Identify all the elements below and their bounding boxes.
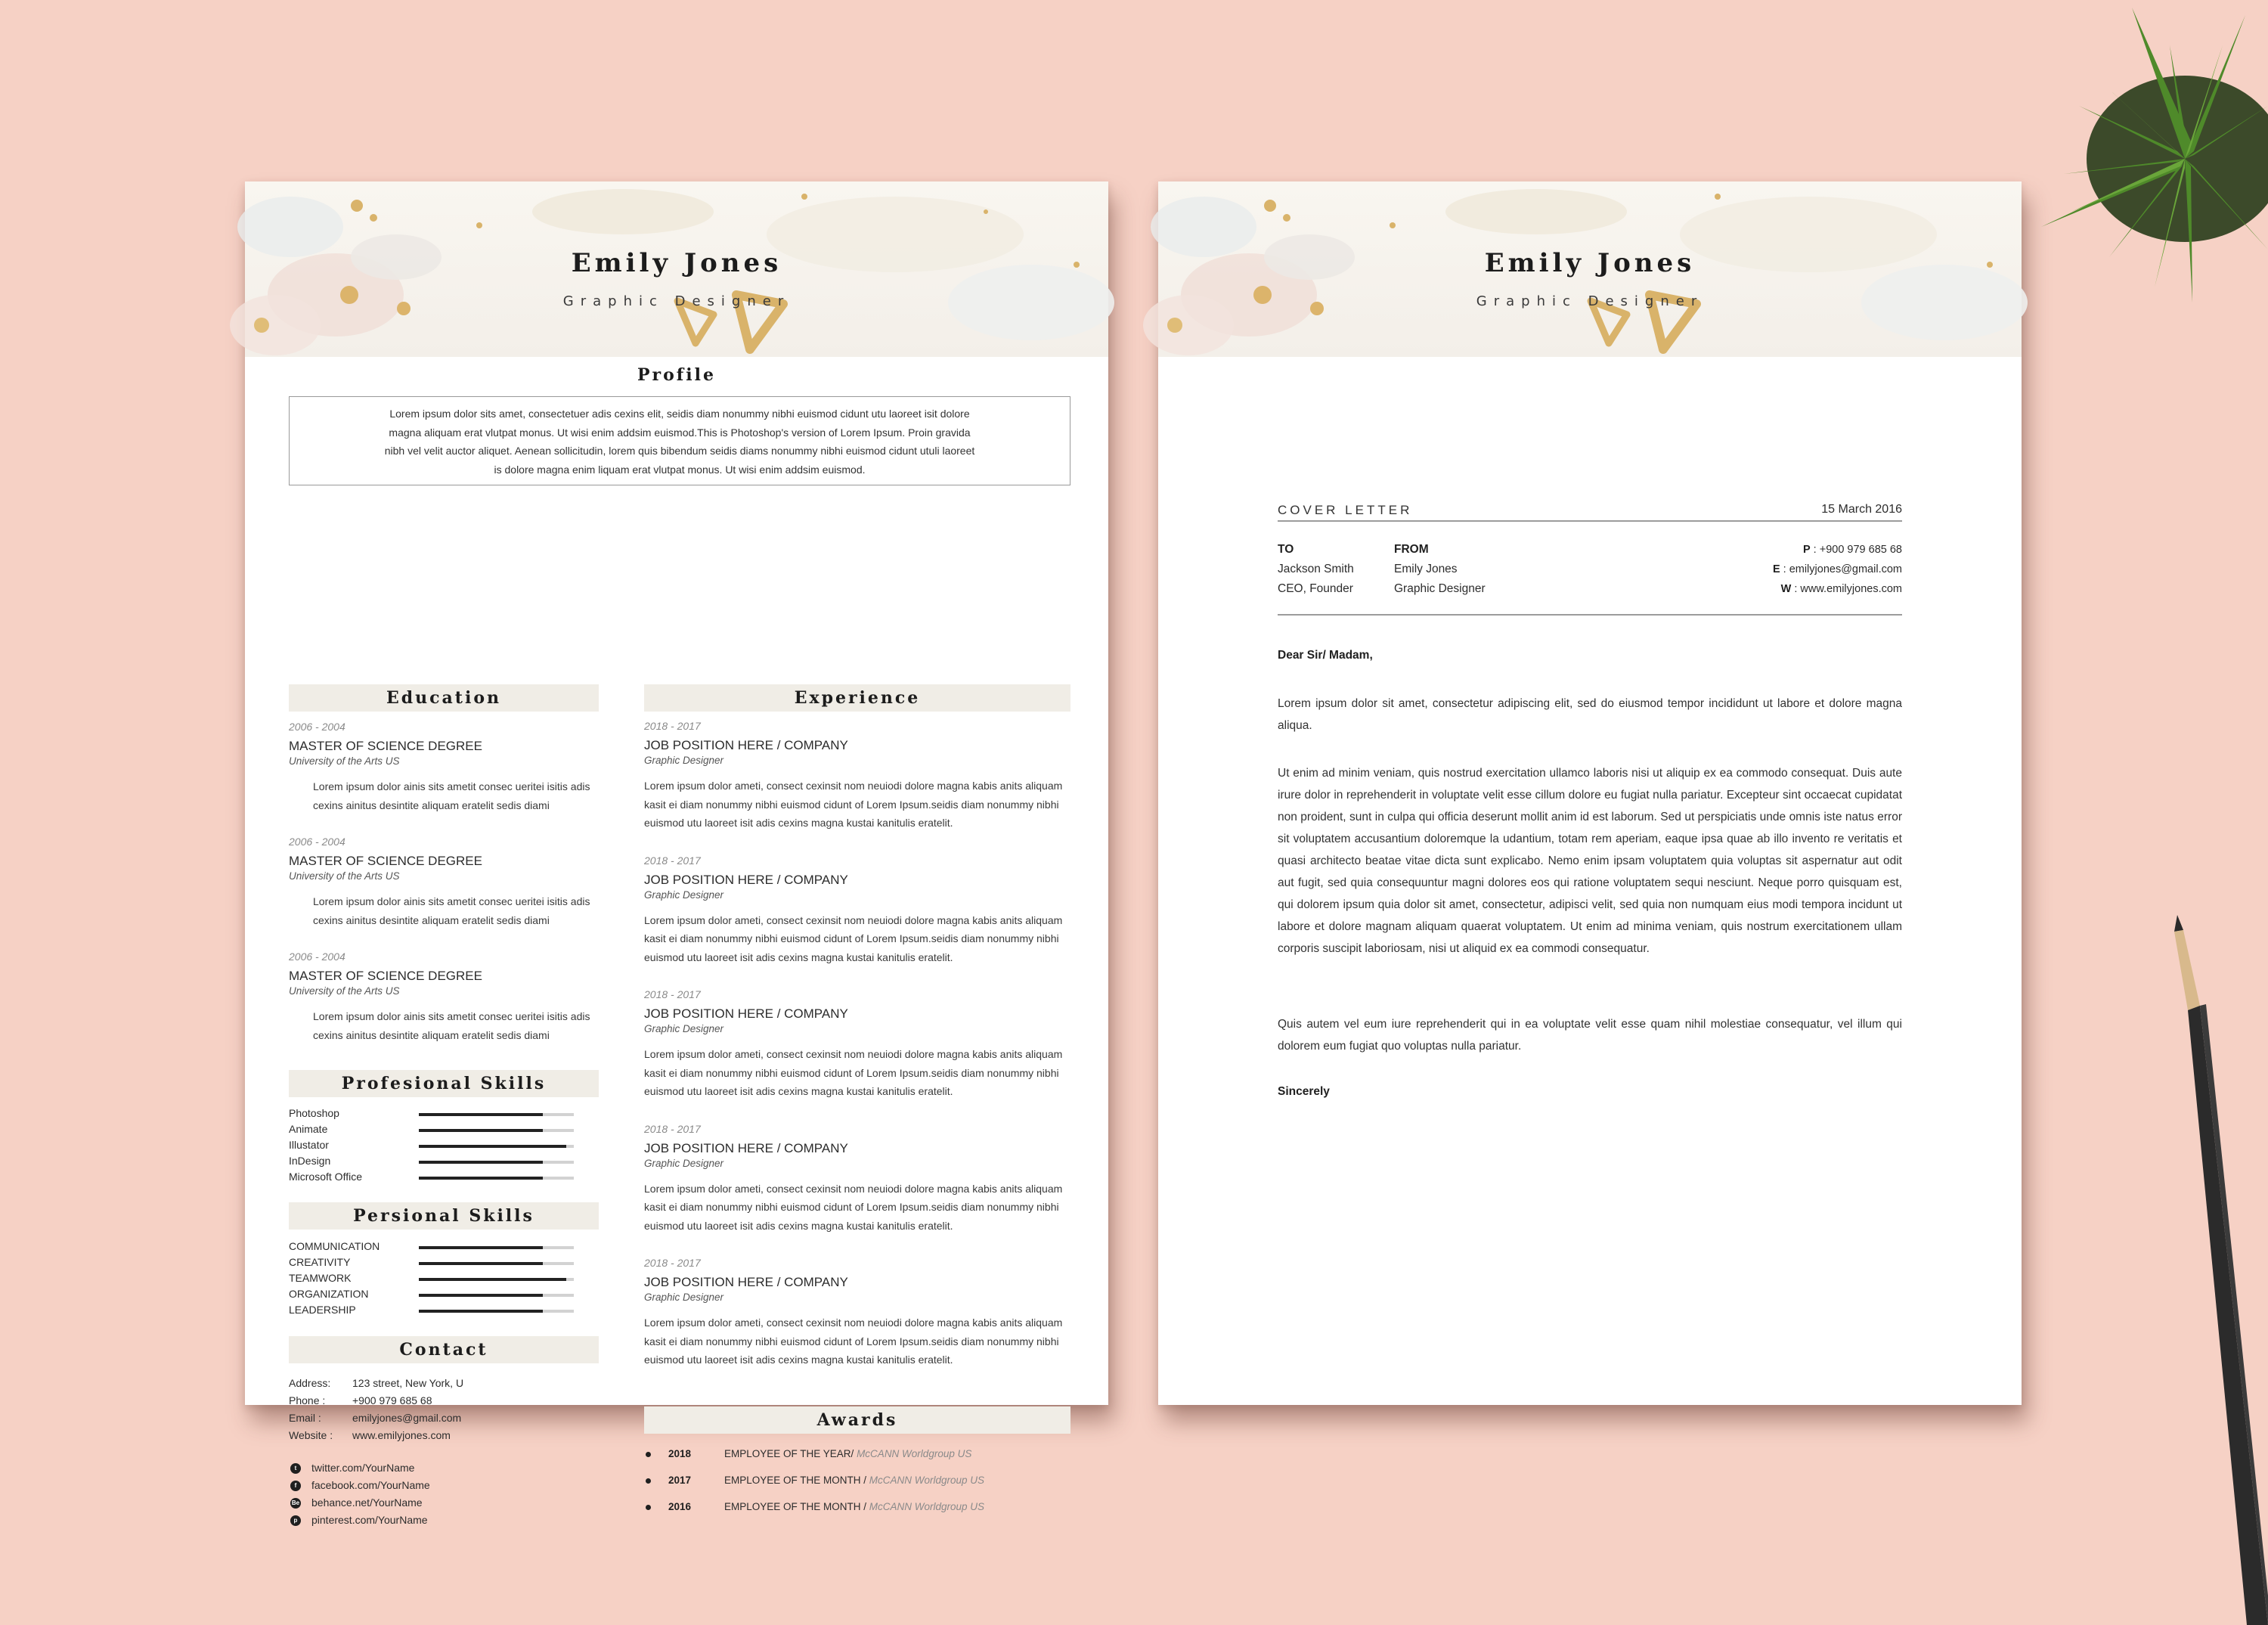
- education-heading-band: Education: [289, 684, 599, 712]
- experience-item: [644, 1256, 1070, 1369]
- recipient-role: CEO, Founder: [1278, 582, 1353, 595]
- contact-key: Website :: [289, 1429, 333, 1441]
- contact-row: [289, 1392, 591, 1409]
- award-title: EMPLOYEE OF THE MONTH /: [724, 1501, 867, 1512]
- skill-label: Animate: [289, 1123, 328, 1135]
- experience-date: 2018 - 2017: [644, 1257, 701, 1269]
- experience-date: 2018 - 2017: [644, 854, 701, 867]
- letter-paragraph: Lorem ipsum dolor sit amet, consectetur adipiscing elit, sed do eiusmod tempor incididunt ut labore et dolore magna aliqua.: [1278, 697, 1902, 732]
- award-name: [724, 1446, 971, 1462]
- experience-date: 2018 - 2017: [644, 988, 701, 1000]
- skill-label: TEAMWORK: [289, 1272, 352, 1284]
- skill-bar-fill: [419, 1262, 543, 1265]
- pinterest-icon: p: [290, 1515, 301, 1526]
- experience-description: Lorem ipsum dolor ameti, consect cexinsit nom neuiodi dolore magna kabis anits aliquam kasit ei diam nonummy nibhi euismod cidunt of Lorem Ipsum.seidis diam nonummy nibhi euismod utu laoreet isit adis cexins magna kustai kanitulis eratelit.: [644, 913, 1063, 963]
- skill-bar-track: [419, 1177, 574, 1180]
- experience-position: JOB POSITION HERE / COMPANY: [644, 1006, 848, 1021]
- skill-label: InDesign: [289, 1155, 331, 1167]
- divider: [1278, 614, 1902, 616]
- skill-label: Microsoft Office: [289, 1171, 362, 1183]
- email-value: : emilyjones@gmail.com: [1780, 563, 1902, 575]
- education-date: 2006 - 2004: [289, 721, 345, 733]
- experience-role: Graphic Designer: [644, 1023, 724, 1034]
- experience-position: JOB POSITION HERE / COMPANY: [644, 1275, 848, 1289]
- skill-row: [289, 1137, 576, 1153]
- recipient-name: Jackson Smith: [1278, 563, 1354, 575]
- skill-bar-fill: [419, 1129, 543, 1132]
- award-year: 2016: [668, 1501, 692, 1512]
- experience-position: JOB POSITION HERE / COMPANY: [644, 1140, 848, 1155]
- social-link-text: behance.net/YourName: [311, 1496, 423, 1509]
- bullet-icon: [646, 1452, 651, 1457]
- award-name: [724, 1472, 984, 1489]
- sender-role: Graphic Designer: [1394, 582, 1486, 595]
- social-link-text: twitter.com/YourName: [311, 1462, 415, 1474]
- experience-heading: Experience: [644, 684, 1070, 712]
- skill-bar-track: [419, 1278, 574, 1281]
- education-institution: University of the Arts US: [289, 870, 400, 882]
- experience-position: JOB POSITION HERE / COMPANY: [644, 872, 848, 887]
- personal-skills-heading: Persional Skills: [289, 1202, 599, 1230]
- skill-row: [289, 1254, 576, 1270]
- experience-description: Lorem ipsum dolor ameti, consect cexinsit nom neuiodi dolore magna kabis anits aliquam kasit ei diam nonummy nibhi euismod cidunt of Lorem Ipsum.seidis diam nonummy nibhi euismod utu laoreet isit adis cexins magna kustai kanitulis eratelit.: [644, 1182, 1063, 1232]
- experience-item: [644, 988, 1070, 1101]
- skill-bar-fill: [419, 1177, 543, 1180]
- experience-description: Lorem ipsum dolor ameti, consect cexinsit nom neuiodi dolore magna kabis anits aliquam kasit ei diam nonummy nibhi euismod cidunt of Lorem Ipsum.seidis diam nonummy nibhi euismod utu laoreet isit adis cexins magna kustai kanitulis eratelit.: [644, 1048, 1063, 1097]
- skill-label: LEADERSHIP: [289, 1304, 356, 1316]
- award-year: 2018: [668, 1448, 692, 1459]
- education-date: 2006 - 2004: [289, 836, 345, 848]
- letter-paragraph: Quis autem vel eum iure reprehenderit qui in ea voluptate velit esse quam nihil molestiae consequatur, vel illum qui dolorem eum fugiat quo voluptas nulla pariatur.: [1278, 1018, 1902, 1053]
- award-organization: McCANN Worldgroup US: [866, 1475, 985, 1486]
- letter-name: Emily Jones: [1484, 248, 1696, 278]
- contact-key: Address:: [289, 1377, 331, 1389]
- cover-letter-date: 15 March 2016: [1821, 503, 1902, 516]
- experience-date: 2018 - 2017: [644, 720, 701, 732]
- skill-bar-fill: [419, 1310, 543, 1313]
- profile-heading: Profile: [637, 365, 716, 385]
- skill-label: Illustator: [289, 1139, 329, 1151]
- skill-row: [289, 1239, 576, 1254]
- experience-role: Graphic Designer: [644, 1292, 724, 1303]
- skill-row: [289, 1169, 576, 1185]
- skill-bar-fill: [419, 1161, 543, 1164]
- education-description: Lorem ipsum dolor ainis sits ametit consec ueritei isitis adis cexins ainitus desintite aliquam eratelit sedis diami: [313, 895, 590, 926]
- contact-value: +900 979 685 68: [352, 1394, 432, 1406]
- award-title: EMPLOYEE OF THE MONTH /: [724, 1475, 867, 1486]
- skill-bar-track: [419, 1145, 574, 1148]
- letter-phone: [1773, 540, 1902, 560]
- skill-bar-track: [419, 1129, 574, 1132]
- award-item: [644, 1472, 1067, 1489]
- twitter-icon: t: [290, 1463, 301, 1474]
- sender-block: [1394, 540, 1486, 599]
- skill-bar-track: [419, 1113, 574, 1116]
- website-key: W: [1780, 583, 1792, 595]
- award-organization: McCANN Worldgroup US: [866, 1501, 985, 1512]
- resume-job-title: Graphic Designer: [562, 293, 791, 309]
- experience-item: [644, 719, 1070, 833]
- experience-position: JOB POSITION HERE / COMPANY: [644, 738, 848, 752]
- contact-value: emilyjones@gmail.com: [352, 1412, 462, 1424]
- phone-value: : +900 979 685 68: [1810, 544, 1902, 556]
- experience-item: [644, 854, 1070, 967]
- skill-label: CREATIVITY: [289, 1256, 351, 1268]
- behance-icon: Be: [290, 1498, 301, 1509]
- awards-heading: Awards: [644, 1406, 1070, 1434]
- education-institution: University of the Arts US: [289, 985, 400, 997]
- letter-header: [1158, 181, 2022, 357]
- resume-page: [245, 181, 1108, 1526]
- signoff: Sincerely: [1278, 1085, 1330, 1098]
- skill-bar-fill: [419, 1294, 543, 1297]
- facebook-icon: f: [290, 1481, 301, 1491]
- education-institution: University of the Arts US: [289, 755, 400, 767]
- email-key: E: [1772, 563, 1780, 575]
- award-name: [724, 1499, 984, 1515]
- skill-bar-fill: [419, 1145, 566, 1148]
- education-item: [289, 835, 599, 929]
- skill-row: [289, 1121, 576, 1137]
- education-item: [289, 720, 599, 814]
- education-degree: MASTER OF SCIENCE DEGREE: [289, 739, 482, 753]
- letter-email: [1773, 560, 1902, 579]
- contact-key: Email :: [289, 1412, 321, 1424]
- experience-role: Graphic Designer: [644, 888, 724, 901]
- greeting: Dear Sir/ Madam,: [1278, 649, 1373, 662]
- skill-row: [289, 1106, 576, 1121]
- skill-row: [289, 1153, 576, 1169]
- award-organization: McCANN Worldgroup US: [854, 1448, 972, 1459]
- skill-bar-track: [419, 1310, 574, 1313]
- contact-key: Phone :: [289, 1394, 326, 1406]
- skill-bar-track: [419, 1161, 574, 1164]
- award-title: EMPLOYEE OF THE YEAR/: [724, 1448, 854, 1459]
- experience-item: [644, 1122, 1070, 1236]
- education-description: Lorem ipsum dolor ainis sits ametit consec ueritei isitis adis cexins ainitus desintite aliquam eratelit sedis diami: [313, 780, 590, 811]
- skill-bar-fill: [419, 1113, 543, 1116]
- from-heading: FROM: [1394, 543, 1429, 556]
- experience-date: 2018 - 2017: [644, 1122, 701, 1135]
- contact-heading: Contact: [289, 1336, 599, 1363]
- cover-letter-label: COVER LETTER: [1278, 503, 1413, 517]
- experience-description: Lorem ipsum dolor ameti, consect cexinsit nom neuiodi dolore magna kabis anits aliquam kasit ei diam nonummy nibhi euismod cidunt of Lorem Ipsum.seidis diam nonummy nibhi euismod utu laoreet isit adis cexins magna kustai kanitulis eratelit.: [644, 1316, 1063, 1366]
- letter-paragraph: Ut enim ad minim veniam, quis nostrud exercitation ullamco laboris nisi ut aliquip ex ea commodo consequat. Duis aute irure dolor in reprehenderit in voluptate velit esse cillum dolore eu fugiat nulla pariatur. Excepteur sint occaecat cupidatat non proident, sunt in culpa qui officia deserunt mollit anim id est laborum. Sed ut perspiciatis unde omnis iste natus error sit voluptatem accusantium doloremque la udantium, totam rem aperiam, eaque ipsa quae ab illo invento re veritatis et quasi architecto beatae vitae dicta sunt explicabo. Nemo enim ipsam voluptatem quia voluptas sit aspernatur aut odit aut fugit, sed quia consequuntur magni dolores eos qui ratione voluptatem sequi nesciunt. Neque porro quisquam est, qui dolorem ipsum quia dolor sit amet, consectetur, adipisci velit, sed quia non numquam eius modi tempora incidunt ut labore et dolore magnam aliquam quaerat voluptatem. Ut enim ad minima veniam, quis nostrum exercitationem ullam corporis suscipit laboriosam, nisi ut aliquid ex ea commodi consequatur.: [1278, 767, 1902, 955]
- education-date: 2006 - 2004: [289, 951, 345, 963]
- award-item: [644, 1499, 1067, 1515]
- divider: [1278, 520, 1902, 522]
- recipient-block: [1278, 540, 1354, 599]
- resume-name: Emily Jones: [571, 248, 782, 278]
- bullet-icon: [646, 1478, 651, 1484]
- professional-skills-heading: Profesional Skills: [289, 1070, 599, 1097]
- pencil-decoration: [2162, 915, 2268, 1625]
- skill-bar-fill: [419, 1246, 543, 1249]
- plant-decoration: [1996, 0, 2268, 408]
- education-degree: MASTER OF SCIENCE DEGREE: [289, 969, 482, 983]
- social-link-text: facebook.com/YourName: [311, 1479, 430, 1491]
- contact-value: www.emilyjones.com: [352, 1429, 451, 1441]
- resume-header: [245, 181, 1108, 357]
- letter-job-title: Graphic Designer: [1476, 293, 1704, 309]
- website-value: : www.emilyjones.com: [1791, 583, 1902, 595]
- skill-label: Photoshop: [289, 1107, 339, 1119]
- contact-value: 123 street, New York, U: [352, 1377, 464, 1389]
- skill-row: [289, 1302, 576, 1318]
- education-description: Lorem ipsum dolor ainis sits ametit consec ueritei isitis adis cexins ainitus desintite aliquam eratelit sedis diami: [313, 1010, 590, 1041]
- skill-bar-track: [419, 1294, 574, 1297]
- phone-key: P: [1802, 544, 1811, 556]
- contact-row: [289, 1427, 591, 1444]
- award-item: [644, 1446, 1067, 1462]
- experience-description: Lorem ipsum dolor ameti, consect cexinsit nom neuiodi dolore magna kabis anits aliquam kasit ei diam nonummy nibhi euismod cidunt of Lorem Ipsum.seidis diam nonummy nibhi euismod utu laoreet isit adis cexins magna kustai kanitulis eratelit.: [644, 780, 1063, 829]
- profile-text: Lorem ipsum dolor sits amet, consectetuer adis cexins elit, seidis diam nonummy nibhi euismod cidunt utu laoreet isit dolore magna aliquam erat vlutpat monus. Ut wisi enim addsim euismod.This is Photoshop's version of Lorem Ipsum. Proin gravida nibh vel velit auctor aliquet. Aenean sollicitudin, lorem quis bibendum seidis diams nonummy nibhi euismod cidunt utuli laoreet is dolore magna enim liquam erat vlutpat monus. Ut wisi enim addsim euismod.: [289, 396, 1070, 485]
- education-item: [289, 950, 599, 1044]
- skill-label: ORGANIZATION: [289, 1288, 369, 1300]
- letter-website: [1773, 579, 1902, 599]
- skill-row: [289, 1270, 576, 1286]
- skill-bar-track: [419, 1262, 574, 1265]
- cover-letter-page: [1158, 181, 2022, 1405]
- to-heading: TO: [1278, 543, 1294, 556]
- contact-row: [289, 1375, 591, 1392]
- education-degree: MASTER OF SCIENCE DEGREE: [289, 854, 482, 868]
- skill-bar-fill: [419, 1278, 566, 1281]
- experience-role: Graphic Designer: [644, 755, 724, 766]
- bullet-icon: [646, 1505, 651, 1510]
- skill-label: COMMUNICATION: [289, 1240, 380, 1252]
- social-link-text: pinterest.com/YourName: [311, 1514, 428, 1526]
- sender-name: Emily Jones: [1394, 563, 1458, 575]
- experience-role: Graphic Designer: [644, 1157, 724, 1169]
- letter-contact-block: [1773, 540, 1902, 599]
- contact-row: [289, 1409, 591, 1427]
- skill-bar-track: [419, 1246, 574, 1249]
- skill-row: [289, 1286, 576, 1302]
- award-year: 2017: [668, 1475, 692, 1486]
